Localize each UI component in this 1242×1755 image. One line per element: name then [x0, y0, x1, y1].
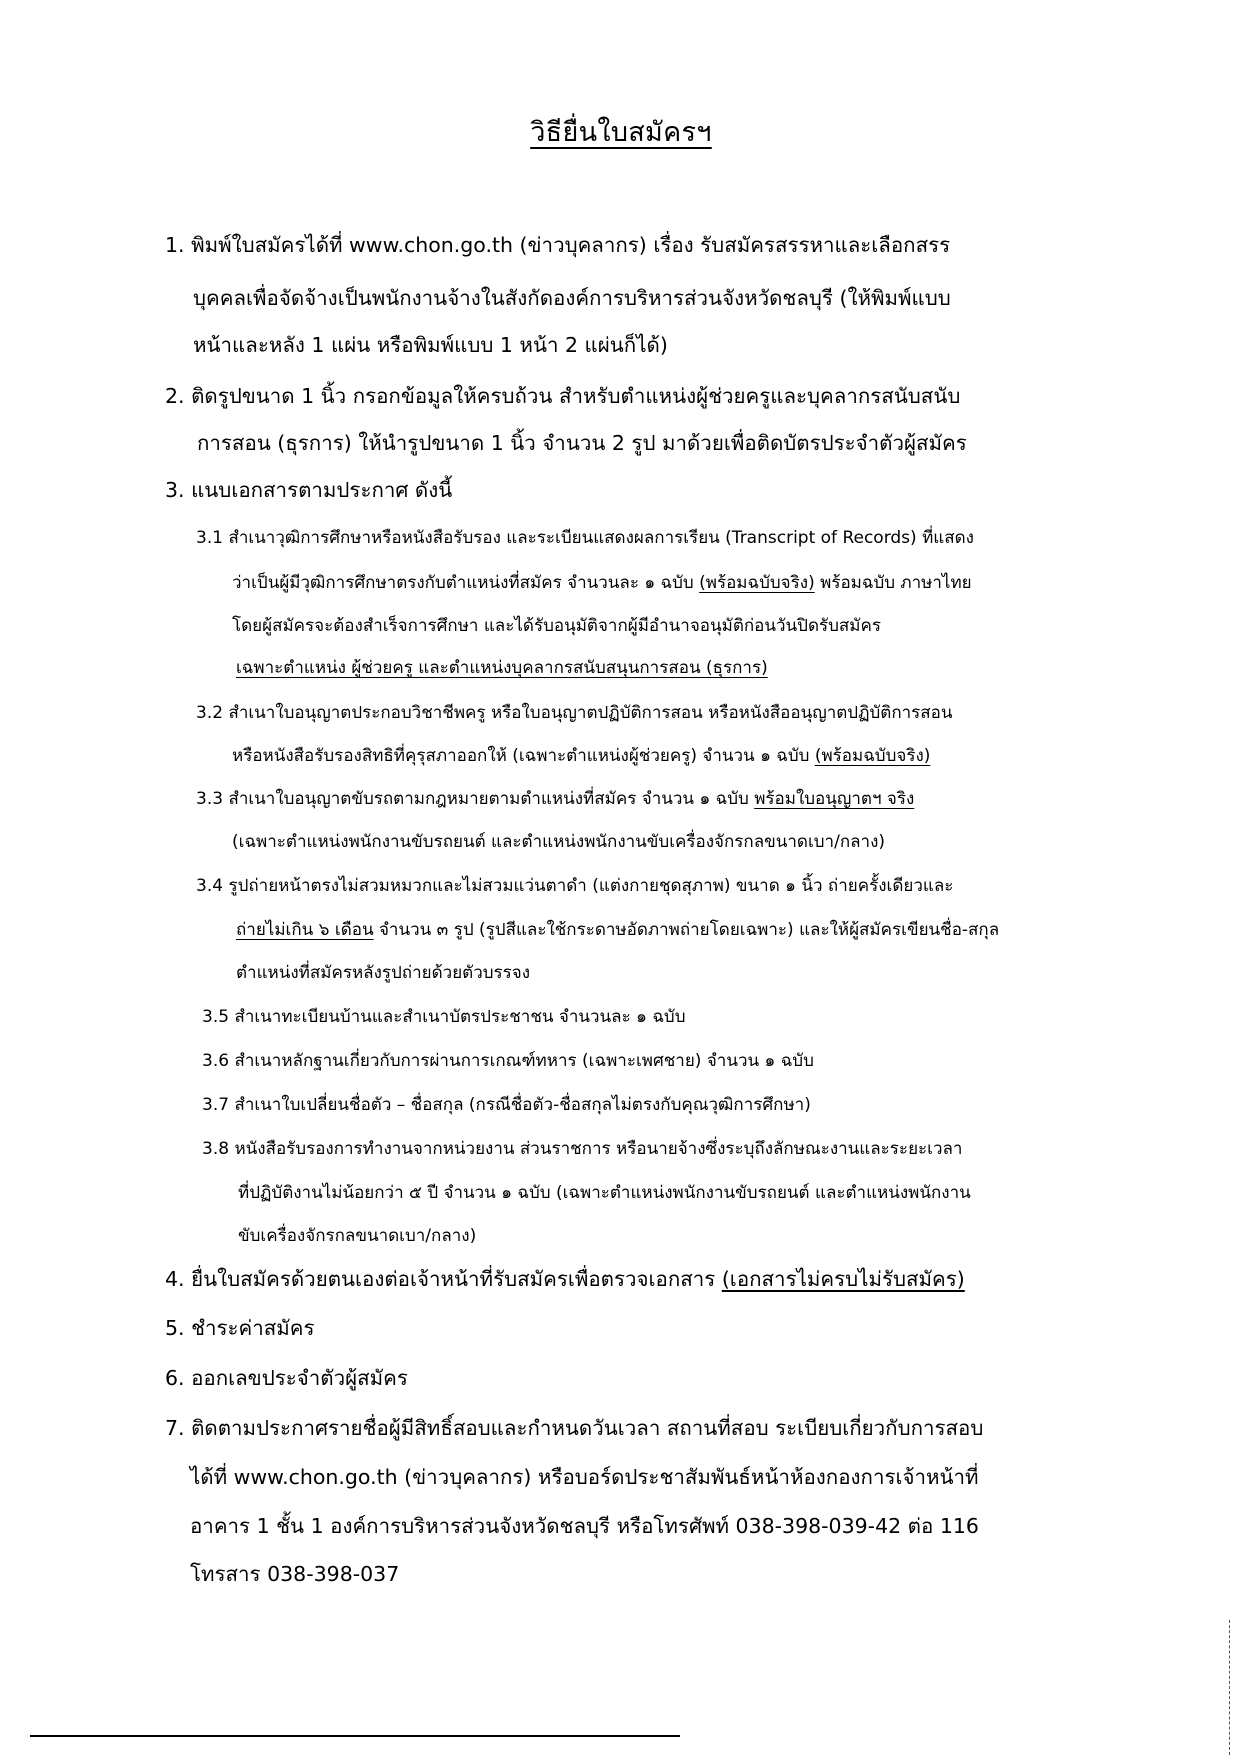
- sub32-line1: 3.2 สำเนาใบอนุญาตประกอบวิชาชีพครู หรือใบอนุญาตปฏิบัติการสอน หรือหนังสืออนุญาตปฏิบัติการสอน: [196, 703, 953, 723]
- sub38-line2: ที่ปฏิบัติงานไม่น้อยกว่า ๕ ปี จำนวน ๑ ฉบับ (เฉพาะตำแหน่งพนักงานขับรถยนต์ และตำแหน่งพนักงาน: [238, 1183, 971, 1203]
- item2-line1: 2. ติดรูปขนาด 1 นิ้ว กรอกข้อมูลให้ครบถ้วน สำหรับตำแหน่งผู้ช่วยครูและบุคลากรสนับสนับ: [165, 384, 961, 408]
- sub35-line1: 3.5 สำเนาทะเบียนบ้านและสำเนาบัตรประชาชน จำนวนละ ๑ ฉบับ: [202, 1007, 686, 1027]
- sub31-original-copy-note: (พร้อมฉบับจริง): [699, 573, 815, 593]
- item1-line3: หน้าและหลัง 1 แผ่น หรือพิมพ์แบบ 1 หน้า 2 แผ่นก็ได้): [193, 333, 668, 357]
- scan-edge-mark: [1229, 1620, 1231, 1755]
- sub34-line1: 3.4 รูปถ่ายหน้าตรงไม่สวมหมวกและไม่สวมแว่นตาดำ (แต่งกายชุดสุภาพ) ขนาด ๑ นิ้ว ถ่ายครั้งเดียวและ: [196, 876, 954, 896]
- sub33-original-license-note: พร้อมใบอนุญาตฯ จริง: [754, 789, 915, 809]
- sub33-line2: (เฉพาะตำแหน่งพนักงานขับรถยนต์ และตำแหน่งพนักงานขับเครื่องจักรกลขนาดเบา/กลาง): [232, 832, 886, 852]
- sub32-line2: [232, 746, 930, 766]
- sub33-line1: [196, 789, 914, 809]
- page-title: วิธียื่นใบสมัครฯ: [530, 117, 712, 148]
- sub31-line2-text: ว่าเป็นผู้มีวุฒิการศึกษาตรงกับตำแหน่งที่สมัคร จำนวนละ ๑ ฉบับ: [232, 573, 700, 593]
- item1-line1: 1. พิมพ์ใบสมัครได้ที่ www.chon.go.th (ข่าวบุคลากร) เรื่อง รับสมัครสรรหาและเลือกสรร: [165, 233, 951, 257]
- item4-line1: [165, 1267, 965, 1292]
- item7-line3: อาคาร 1 ชั้น 1 องค์การบริหารส่วนจังหวัดชลบุรี หรือโทรศัพท์ 038-398-039-42 ต่อ 116: [190, 1514, 979, 1538]
- item4-incomplete-docs-note: (เอกสารไม่ครบไม่รับสมัคร): [721, 1267, 965, 1291]
- sub34-line2: [236, 920, 999, 940]
- sub31-line2-tail: พร้อมฉบับ ภาษาไทย: [814, 573, 972, 593]
- sub31-line1: 3.1 สำเนาวุฒิการศึกษาหรือหนังสือรับรอง และระเบียนแสดงผลการเรียน (Transcript of Records) ที่แสดง: [196, 528, 974, 548]
- sub31-line2: [232, 573, 972, 593]
- item4-line1-text: 4. ยื่นใบสมัครด้วยตนเองต่อเจ้าหน้าที่รับสมัครเพื่อตรวจเอกสาร: [165, 1267, 722, 1291]
- sub34-photo-age-note: ถ่ายไม่เกิน ๖ เดือน: [236, 920, 374, 940]
- item1-line2: บุคคลเพื่อจัดจ้างเป็นพนักงานจ้างในสังกัดองค์การบริหารส่วนจังหวัดชลบุรี (ให้พิมพ์แบบ: [193, 286, 951, 310]
- sub31-line4: เฉพาะตำแหน่ง ผู้ช่วยครู และตำแหน่งบุคลากรสนับสนุนการสอน (ธุรการ): [236, 658, 768, 678]
- item2-line2: การสอน (ธุรการ) ให้นำรูปขนาด 1 นิ้ว จำนวน 2 รูป มาด้วยเพื่อติดบัตรประจำตัวผู้สมัคร: [197, 431, 967, 455]
- sub38-line1: 3.8 หนังสือรับรองการทำงานจากหน่วยงาน ส่วนราชการ หรือนายจ้างซึ่งระบุถึงลักษณะงานและระยะเวลา: [202, 1139, 963, 1159]
- sub34-line2-text: จำนวน ๓ รูป (รูปสีและใช้กระดาษอัดภาพถ่ายโดยเฉพาะ) และให้ผู้สมัครเขียนชื่อ-สกุล: [373, 920, 1000, 940]
- item7-line2: ได้ที่ www.chon.go.th (ข่าวบุคลากร) หรือบอร์ดประชาสัมพันธ์หน้าห้องกองการเจ้าหน้าที่: [190, 1465, 979, 1489]
- item7-line1: 7. ติดตามประกาศรายชื่อผู้มีสิทธิ์สอบและกำหนดวันเวลา สถานที่สอบ ระเบียบเกี่ยวกับการสอบ: [165, 1416, 984, 1440]
- sub36-line1: 3.6 สำเนาหลักฐานเกี่ยวกับการผ่านการเกณฑ์ทหาร (เฉพาะเพศชาย) จำนวน ๑ ฉบับ: [202, 1051, 814, 1071]
- item5-line1: 5. ชำระค่าสมัคร: [165, 1316, 315, 1340]
- sub31-line3: โดยผู้สมัครจะต้องสำเร็จการศึกษา และได้รับอนุมัติจากผู้มีอำนาจอนุมัติก่อนวันปิดรับสมัคร: [232, 616, 882, 636]
- sub34-line3: ตำแหน่งที่สมัครหลังรูปถ่ายด้วยตัวบรรจง: [236, 963, 531, 983]
- item6-line1: 6. ออกเลขประจำตัวผู้สมัคร: [165, 1366, 408, 1390]
- footer-rule: [30, 1735, 680, 1737]
- sub33-line1-text: 3.3 สำเนาใบอนุญาตขับรถตามกฎหมายตามตำแหน่งที่สมัคร จำนวน ๑ ฉบับ: [196, 789, 755, 809]
- sub32-line2-text: หรือหนังสือรับรองสิทธิที่คุรุสภาออกให้ (เฉพาะตำแหน่งผู้ช่วยครู) จำนวน ๑ ฉบับ: [232, 746, 815, 766]
- sub38-line3: ขับเครื่องจักรกลขนาดเบา/กลาง): [238, 1226, 477, 1246]
- sub37-line1: 3.7 สำเนาใบเปลี่ยนชื่อตัว – ชื่อสกุล (กรณีชื่อตัว-ชื่อสกุลไม่ตรงกับคุณวุฒิการศึกษา): [202, 1095, 811, 1115]
- item3-line1: 3. แนบเอกสารตามประกาศ ดังนี้: [165, 478, 453, 502]
- item7-line4: โทรสาร 038-398-037: [190, 1562, 400, 1586]
- sub32-original-copy-note: (พร้อมฉบับจริง): [814, 746, 931, 766]
